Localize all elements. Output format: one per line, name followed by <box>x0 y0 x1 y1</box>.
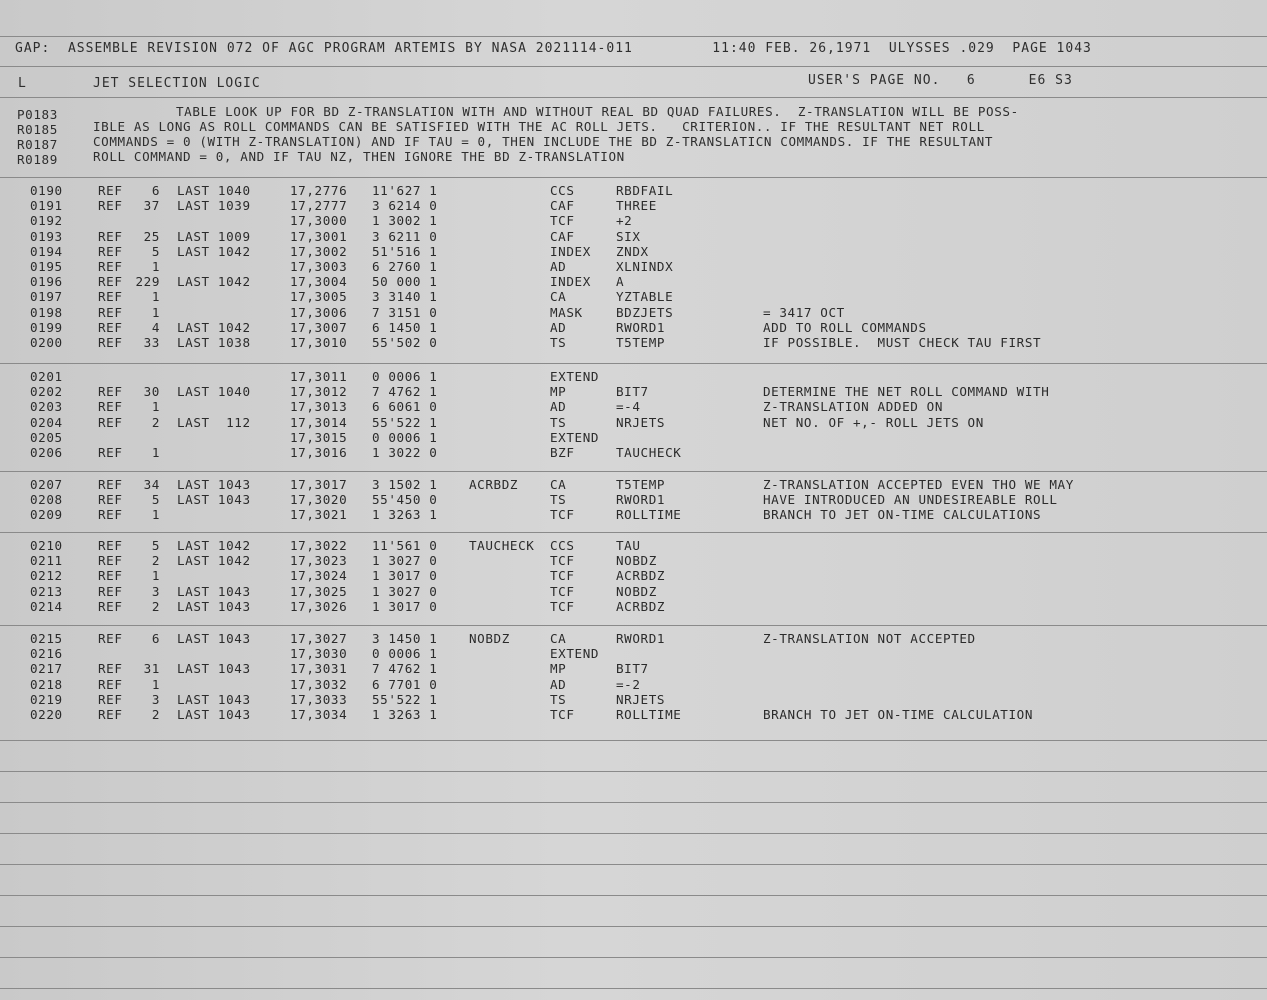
octal-code: 1 3017 0 <box>372 598 438 614</box>
ref-marker: REF <box>98 304 123 320</box>
opcode: INDEX <box>550 243 591 259</box>
line-number: 0203 <box>30 399 63 415</box>
comment: BRANCH TO JET ON-TIME CALCULATION <box>763 707 1034 722</box>
last-page-ref: LAST 1042 <box>177 274 251 290</box>
ref-marker: REF <box>98 335 123 350</box>
listing-row <box>0 553 1267 568</box>
page-mark: L <box>18 76 27 91</box>
listing-row <box>0 289 1267 304</box>
listing-row <box>0 477 1267 492</box>
operand: +2 <box>616 213 633 229</box>
address: 17,3011 <box>290 369 348 384</box>
ruled-line <box>0 363 1267 364</box>
last-page-ref: LAST 1043 <box>177 631 251 646</box>
last-page-ref: LAST 1040 <box>177 183 251 198</box>
octal-code: 1 3017 0 <box>372 568 438 584</box>
last-page-ref: LAST 1009 <box>177 228 251 244</box>
ref-marker: REF <box>98 274 123 290</box>
opcode: AD <box>550 399 567 415</box>
line-number: 0197 <box>30 289 63 305</box>
octal-code: 3 3140 1 <box>372 289 438 305</box>
last-page-ref: LAST 1039 <box>177 198 251 214</box>
opcode: EXTEND <box>550 369 600 384</box>
ruled-line <box>0 895 1267 896</box>
listing-row <box>0 707 1267 722</box>
opcode: TS <box>550 414 567 430</box>
line-number: 0190 <box>30 183 63 198</box>
ruled-line <box>0 36 1267 37</box>
operand: RBDFAIL <box>616 183 674 198</box>
ref-marker: REF <box>98 661 123 677</box>
octal-code: 55'450 0 <box>372 492 438 508</box>
opcode: TCF <box>550 707 575 722</box>
comment: Z-TRANSLATION ADDED ON <box>763 399 944 415</box>
opcode: BZF <box>550 445 575 460</box>
address: 17,2776 <box>290 183 348 198</box>
ruled-line <box>0 177 1267 178</box>
ref-count: 1 <box>151 676 160 692</box>
ref-count: 1 <box>151 304 160 320</box>
address: 17,3021 <box>290 507 348 523</box>
operand: ROLLTIME <box>616 707 682 722</box>
opcode: MP <box>550 384 567 400</box>
octal-code: 51'516 1 <box>372 243 438 259</box>
line-number: 0218 <box>30 676 63 692</box>
listing-row <box>0 692 1267 707</box>
line-number: 0212 <box>30 568 63 584</box>
remark-id: R0187 <box>17 137 58 152</box>
opcode: AD <box>550 676 567 692</box>
ref-marker: REF <box>98 243 123 259</box>
last-page-ref: LAST 1043 <box>177 583 251 599</box>
ref-count: 5 <box>151 492 160 508</box>
line-number: 0214 <box>30 598 63 614</box>
line-number: 0201 <box>30 369 63 384</box>
octal-code: 6 7701 0 <box>372 676 438 692</box>
ref-marker: REF <box>98 568 123 584</box>
operand: A <box>616 274 625 290</box>
last-page-ref: LAST 1038 <box>177 335 251 350</box>
address: 17,3001 <box>290 228 348 244</box>
address: 17,3032 <box>290 676 348 692</box>
opcode: TCF <box>550 507 575 523</box>
ref-marker: REF <box>98 384 123 400</box>
symbol-label: NOBDZ <box>469 631 510 646</box>
ref-marker: REF <box>98 538 123 553</box>
opcode: TCF <box>550 213 575 229</box>
operand: NRJETS <box>616 691 666 707</box>
address: 17,3007 <box>290 319 348 335</box>
ref-marker: REF <box>98 631 123 646</box>
address: 17,3023 <box>290 553 348 569</box>
operand: TAU <box>616 538 641 553</box>
octal-code: 55'502 0 <box>372 335 438 350</box>
opcode: CA <box>550 289 567 305</box>
line-number: 0211 <box>30 553 63 569</box>
line-number: 0220 <box>30 707 63 722</box>
line-number: 0191 <box>30 198 63 214</box>
octal-code: 7 4762 1 <box>372 384 438 400</box>
ruled-line <box>0 625 1267 626</box>
operand: THREE <box>616 198 657 214</box>
users-page-number: USER'S PAGE NO. 6 E6 S3 <box>808 73 1073 88</box>
listing-row <box>0 259 1267 274</box>
comment: Z-TRANSLATION NOT ACCEPTED <box>763 631 976 646</box>
octal-code: 1 3002 1 <box>372 213 438 229</box>
ref-count: 1 <box>151 399 160 415</box>
octal-code: 3 6214 0 <box>372 198 438 214</box>
line-number: 0192 <box>30 213 63 229</box>
ref-count: 1 <box>151 507 160 523</box>
operand: =-2 <box>616 676 641 692</box>
opcode: TCF <box>550 583 575 599</box>
last-page-ref: LAST 112 <box>177 414 251 430</box>
ref-count: 1 <box>151 259 160 274</box>
opcode: CCS <box>550 183 575 198</box>
ruled-line <box>0 833 1267 834</box>
address: 17,3022 <box>290 538 348 553</box>
address: 17,3006 <box>290 304 348 320</box>
listing-row <box>0 320 1267 335</box>
opcode: CA <box>550 477 567 492</box>
line-number: 0194 <box>30 243 63 259</box>
listing-row <box>0 213 1267 228</box>
ruled-line <box>0 771 1267 772</box>
line-number: 0195 <box>30 259 63 274</box>
octal-code: 50 000 1 <box>372 274 438 290</box>
remark-text: COMMANDS = 0 (WITH Z-TRANSLATION) AND IF TAU = 0, THEN INCLUDE THE BD Z-TRANSLATICN COMMANDS. IF THE RESULTANT <box>93 134 994 149</box>
ref-count: 229 <box>135 274 160 290</box>
listing-row <box>0 229 1267 244</box>
listing-header: GAP: ASSEMBLE REVISION 072 OF AGC PROGRAM ARTEMIS BY NASA 2021114-011 11:40 FEB. 26,1971 ULYSSES .029 PAGE 1043 <box>15 41 1092 56</box>
opcode: MP <box>550 661 567 677</box>
operand: ROLLTIME <box>616 507 682 523</box>
octal-code: 1 3263 1 <box>372 707 438 722</box>
listing-row <box>0 492 1267 507</box>
listing-row <box>0 661 1267 676</box>
last-page-ref: LAST 1042 <box>177 319 251 335</box>
opcode: TS <box>550 691 567 707</box>
last-page-ref: LAST 1043 <box>177 661 251 677</box>
address: 17,3016 <box>290 445 348 460</box>
comment: ADD TO ROLL COMMANDS <box>763 319 927 335</box>
line-number: 0199 <box>30 319 63 335</box>
ref-marker: REF <box>98 676 123 692</box>
ref-marker: REF <box>98 583 123 599</box>
line-number: 0208 <box>30 492 63 508</box>
ref-count: 1 <box>151 289 160 305</box>
listing-row <box>0 399 1267 414</box>
address: 17,3026 <box>290 598 348 614</box>
opcode: TS <box>550 492 567 508</box>
section-title: JET SELECTION LOGIC <box>93 76 261 91</box>
symbol-label: TAUCHECK <box>469 538 535 553</box>
last-page-ref: LAST 1042 <box>177 553 251 569</box>
operand: RWORD1 <box>616 631 666 646</box>
operand: SIX <box>616 228 641 244</box>
address: 17,3030 <box>290 646 348 662</box>
octal-code: 1 3027 0 <box>372 553 438 569</box>
ref-count: 31 <box>143 661 160 677</box>
operand: ZNDX <box>616 243 649 259</box>
address: 17,3031 <box>290 661 348 677</box>
ref-count: 6 <box>151 183 160 198</box>
comment: NET NO. OF +,- ROLL JETS ON <box>763 414 984 430</box>
opcode: EXTEND <box>550 646 600 662</box>
octal-code: 6 2760 1 <box>372 259 438 274</box>
ref-count: 37 <box>143 198 160 214</box>
address: 17,3025 <box>290 583 348 599</box>
octal-code: 1 3022 0 <box>372 445 438 460</box>
line-number: 0210 <box>30 538 63 553</box>
remark-id: P0183 <box>17 107 58 122</box>
remark-text: ROLL COMMAND = 0, AND IF TAU NZ, THEN IGNORE THE BD Z-TRANSLATION <box>93 149 625 164</box>
opcode: EXTEND <box>550 429 600 445</box>
line-number: 0202 <box>30 384 63 400</box>
comment: DETERMINE THE NET ROLL COMMAND WITH <box>763 384 1050 400</box>
ruled-line <box>0 988 1267 989</box>
opcode: AD <box>550 319 567 335</box>
line-number: 0216 <box>30 646 63 662</box>
line-number: 0204 <box>30 414 63 430</box>
line-number: 0193 <box>30 228 63 244</box>
operand: ACRBDZ <box>616 568 666 584</box>
last-page-ref: LAST 1043 <box>177 477 251 492</box>
octal-code: 0 0006 1 <box>372 429 438 445</box>
listing-row <box>0 415 1267 430</box>
line-number: 0205 <box>30 429 63 445</box>
operand: NOBDZ <box>616 553 657 569</box>
ref-marker: REF <box>98 319 123 335</box>
line-number: 0196 <box>30 274 63 290</box>
octal-code: 55'522 1 <box>372 414 438 430</box>
opcode: TS <box>550 335 567 350</box>
opcode: CAF <box>550 228 575 244</box>
ref-marker: REF <box>98 399 123 415</box>
ref-count: 2 <box>151 598 160 614</box>
comment: BRANCH TO JET ON-TIME CALCULATIONS <box>763 507 1042 523</box>
remark-text: IBLE AS LONG AS ROLL COMMANDS CAN BE SATISFIED WITH THE AC ROLL JETS. CRITERION.. IF THE RESULTANT NET ROLL <box>93 119 985 134</box>
opcode: MASK <box>550 304 583 320</box>
listing-row <box>0 599 1267 614</box>
operand: BIT7 <box>616 384 649 400</box>
ref-count: 33 <box>143 335 160 350</box>
line-number: 0215 <box>30 631 63 646</box>
comment: HAVE INTRODUCED AN UNDESIREABLE ROLL <box>763 492 1058 508</box>
operand: NRJETS <box>616 414 666 430</box>
ref-marker: REF <box>98 707 123 722</box>
listing-row <box>0 198 1267 213</box>
ruled-line <box>0 471 1267 472</box>
address: 17,3004 <box>290 274 348 290</box>
address: 17,3013 <box>290 399 348 415</box>
octal-code: 7 3151 0 <box>372 304 438 320</box>
listing-row <box>0 445 1267 460</box>
address: 17,3005 <box>290 289 348 305</box>
operand: T5TEMP <box>616 335 666 350</box>
ruled-line <box>0 532 1267 533</box>
ref-count: 1 <box>151 568 160 584</box>
operand: BDZJETS <box>616 304 674 320</box>
comment: = 3417 OCT <box>763 304 845 320</box>
line-number: 0209 <box>30 507 63 523</box>
octal-code: 3 1450 1 <box>372 631 438 646</box>
ref-count: 6 <box>151 631 160 646</box>
ref-count: 25 <box>143 228 160 244</box>
last-page-ref: LAST 1043 <box>177 691 251 707</box>
operand: XLNINDX <box>616 259 674 274</box>
octal-code: 3 6211 0 <box>372 228 438 244</box>
listing-row <box>0 631 1267 646</box>
line-number: 0219 <box>30 691 63 707</box>
ruled-line <box>0 97 1267 98</box>
operand: NOBDZ <box>616 583 657 599</box>
opcode: AD <box>550 259 567 274</box>
line-number: 0217 <box>30 661 63 677</box>
operand: =-4 <box>616 399 641 415</box>
listing-row <box>0 369 1267 384</box>
ref-count: 2 <box>151 414 160 430</box>
address: 17,3017 <box>290 477 348 492</box>
octal-code: 1 3263 1 <box>372 507 438 523</box>
listing-row <box>0 335 1267 350</box>
ref-count: 5 <box>151 243 160 259</box>
octal-code: 0 0006 1 <box>372 646 438 662</box>
remark-text: TABLE LOOK UP FOR BD Z-TRANSLATION WITH AND WITHOUT REAL BD QUAD FAILURES. Z-TRANSLATION WILL BE POSS- <box>176 104 1019 119</box>
listing-row <box>0 183 1267 198</box>
address: 17,3027 <box>290 631 348 646</box>
operand: RWORD1 <box>616 319 666 335</box>
address: 17,3020 <box>290 492 348 508</box>
comment: IF POSSIBLE. MUST CHECK TAU FIRST <box>763 335 1042 350</box>
octal-code: 3 1502 1 <box>372 477 438 492</box>
address: 17,3033 <box>290 691 348 707</box>
listing-row <box>0 584 1267 599</box>
ref-count: 30 <box>143 384 160 400</box>
address: 17,3014 <box>290 414 348 430</box>
listing-row <box>0 430 1267 445</box>
last-page-ref: LAST 1042 <box>177 538 251 553</box>
operand: ACRBDZ <box>616 598 666 614</box>
ref-marker: REF <box>98 553 123 569</box>
address: 17,3002 <box>290 243 348 259</box>
ref-marker: REF <box>98 228 123 244</box>
octal-code: 6 6061 0 <box>372 399 438 415</box>
ref-marker: REF <box>98 507 123 523</box>
ref-count: 3 <box>151 691 160 707</box>
address: 17,3034 <box>290 707 348 722</box>
ref-count: 2 <box>151 707 160 722</box>
address: 17,2777 <box>290 198 348 214</box>
ref-count: 1 <box>151 445 160 460</box>
ref-count: 2 <box>151 553 160 569</box>
operand: RWORD1 <box>616 492 666 508</box>
listing-row <box>0 677 1267 692</box>
address: 17,3000 <box>290 213 348 229</box>
ref-marker: REF <box>98 259 123 274</box>
ruled-line <box>0 926 1267 927</box>
ref-marker: REF <box>98 198 123 214</box>
address: 17,3012 <box>290 384 348 400</box>
address: 17,3003 <box>290 259 348 274</box>
listing-row <box>0 244 1267 259</box>
line-number: 0206 <box>30 445 63 460</box>
comment: Z-TRANSLATION ACCEPTED EVEN THO WE MAY <box>763 477 1074 492</box>
listing-row <box>0 646 1267 661</box>
listing-row <box>0 305 1267 320</box>
listing-row <box>0 507 1267 522</box>
ruled-line <box>0 957 1267 958</box>
octal-code: 11'561 0 <box>372 538 438 553</box>
line-number: 0207 <box>30 477 63 492</box>
octal-code: 6 1450 1 <box>372 319 438 335</box>
ruled-line <box>0 802 1267 803</box>
line-number: 0198 <box>30 304 63 320</box>
octal-code: 11'627 1 <box>372 183 438 198</box>
opcode: INDEX <box>550 274 591 290</box>
last-page-ref: LAST 1042 <box>177 243 251 259</box>
ruled-line <box>0 66 1267 67</box>
ref-marker: REF <box>98 492 123 508</box>
line-number: 0200 <box>30 335 63 350</box>
remark-id: R0185 <box>17 122 58 137</box>
line-number: 0213 <box>30 583 63 599</box>
address: 17,3015 <box>290 429 348 445</box>
ref-marker: REF <box>98 477 123 492</box>
ref-marker: REF <box>98 598 123 614</box>
opcode: CAF <box>550 198 575 214</box>
last-page-ref: LAST 1043 <box>177 598 251 614</box>
opcode: TCF <box>550 568 575 584</box>
listing-row <box>0 568 1267 583</box>
operand: TAUCHECK <box>616 445 682 460</box>
symbol-label: ACRBDZ <box>469 477 519 492</box>
last-page-ref: LAST 1043 <box>177 707 251 722</box>
ref-marker: REF <box>98 414 123 430</box>
last-page-ref: LAST 1040 <box>177 384 251 400</box>
opcode: CA <box>550 631 567 646</box>
octal-code: 55'522 1 <box>372 691 438 707</box>
remark-id: R0189 <box>17 152 58 167</box>
ref-count: 5 <box>151 538 160 553</box>
listing-row <box>0 274 1267 289</box>
opcode: TCF <box>550 553 575 569</box>
listing-row <box>0 384 1267 399</box>
octal-code: 7 4762 1 <box>372 661 438 677</box>
last-page-ref: LAST 1043 <box>177 492 251 508</box>
ruled-line <box>0 740 1267 741</box>
ref-marker: REF <box>98 691 123 707</box>
ref-count: 3 <box>151 583 160 599</box>
opcode: CCS <box>550 538 575 553</box>
listing-row <box>0 538 1267 553</box>
operand: BIT7 <box>616 661 649 677</box>
address: 17,3010 <box>290 335 348 350</box>
operand: YZTABLE <box>616 289 674 305</box>
ref-count: 4 <box>151 319 160 335</box>
opcode: TCF <box>550 598 575 614</box>
ref-marker: REF <box>98 445 123 460</box>
octal-code: 0 0006 1 <box>372 369 438 384</box>
ref-marker: REF <box>98 289 123 305</box>
address: 17,3024 <box>290 568 348 584</box>
octal-code: 1 3027 0 <box>372 583 438 599</box>
operand: T5TEMP <box>616 477 666 492</box>
ref-marker: REF <box>98 183 123 198</box>
ruled-line <box>0 864 1267 865</box>
ref-count: 34 <box>143 477 160 492</box>
